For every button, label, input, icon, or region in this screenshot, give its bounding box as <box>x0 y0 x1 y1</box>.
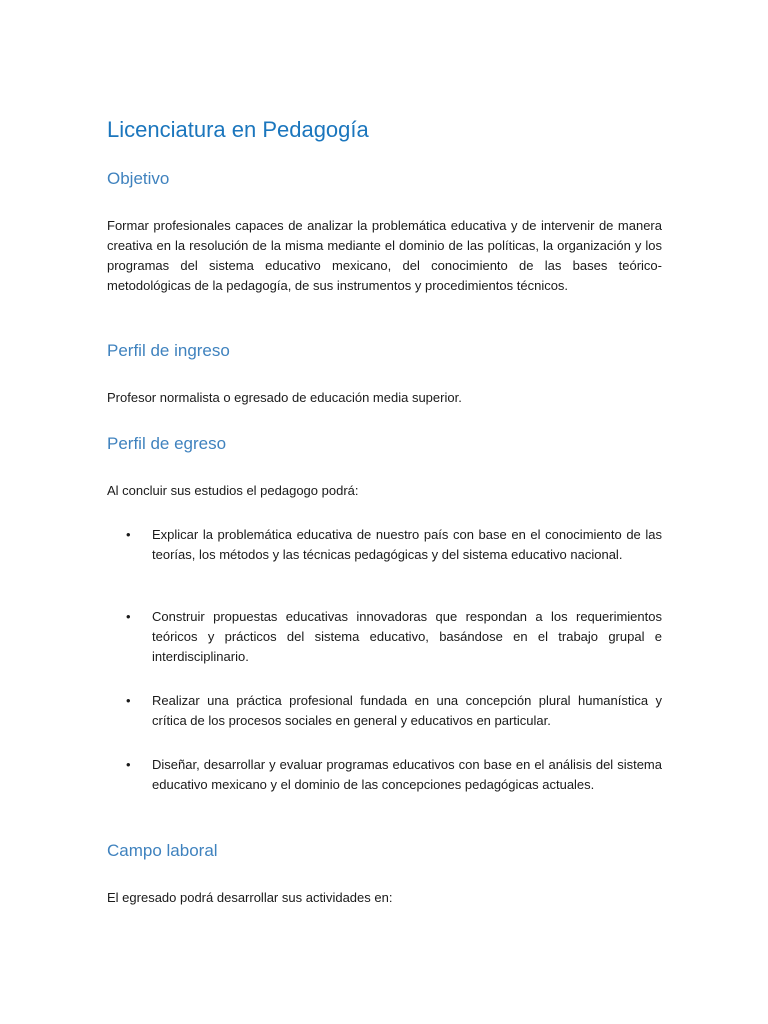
heading-perfil-ingreso: Perfil de ingreso <box>107 341 230 360</box>
heading-perfil-egreso: Perfil de egreso <box>107 434 227 453</box>
heading-campo-laboral: Campo laboral <box>107 841 218 860</box>
list-item-text: Diseñar, desarrollar y evaluar programas educativos con base en el análisis del sistema educativo mexicano y el dominio de las concepciones pedagógicas actuales. <box>152 757 662 792</box>
heading-objetivo: Objetivo <box>107 169 170 188</box>
bullet-icon: • <box>126 527 131 542</box>
page-title: Licenciatura en Pedagogía <box>107 117 369 142</box>
objetivo-paragraph: Formar profesionales capaces de analizar la problemática educativa y de intervenir de manera creativa en la resolución de la misma mediante el dominio de las políticas, la organización y los programas del sistema educativo mexicano, del conocimiento de las bases teórico-metodológicas de la pedagogía, de sus instrumentos y procedimientos técnicos. <box>107 218 662 293</box>
bullet-icon: • <box>126 693 131 708</box>
perfil-egreso-intro: Al concluir sus estudios el pedagogo podrá: <box>107 483 359 498</box>
list-item-text: Explicar la problemática educativa de nuestro país con base en el conocimiento de las teorías, los métodos y las técnicas pedagógicas y del sistema educativo nacional. <box>152 527 662 562</box>
bullet-icon: • <box>126 609 131 624</box>
perfil-ingreso-paragraph: Profesor normalista o egresado de educación media superior. <box>107 390 462 405</box>
campo-laboral-paragraph: El egresado podrá desarrollar sus actividades en: <box>107 890 393 905</box>
list-item-text: Construir propuestas educativas innovadoras que respondan a los requerimientos teóricos y prácticos del sistema educativo, basándose en el trabajo grupal e interdisciplinario. <box>152 609 662 664</box>
bullet-icon: • <box>126 757 131 772</box>
list-item-text: Realizar una práctica profesional fundada en una concepción plural humanística y crítica de los procesos sociales en general y educativos en particular. <box>152 693 662 728</box>
